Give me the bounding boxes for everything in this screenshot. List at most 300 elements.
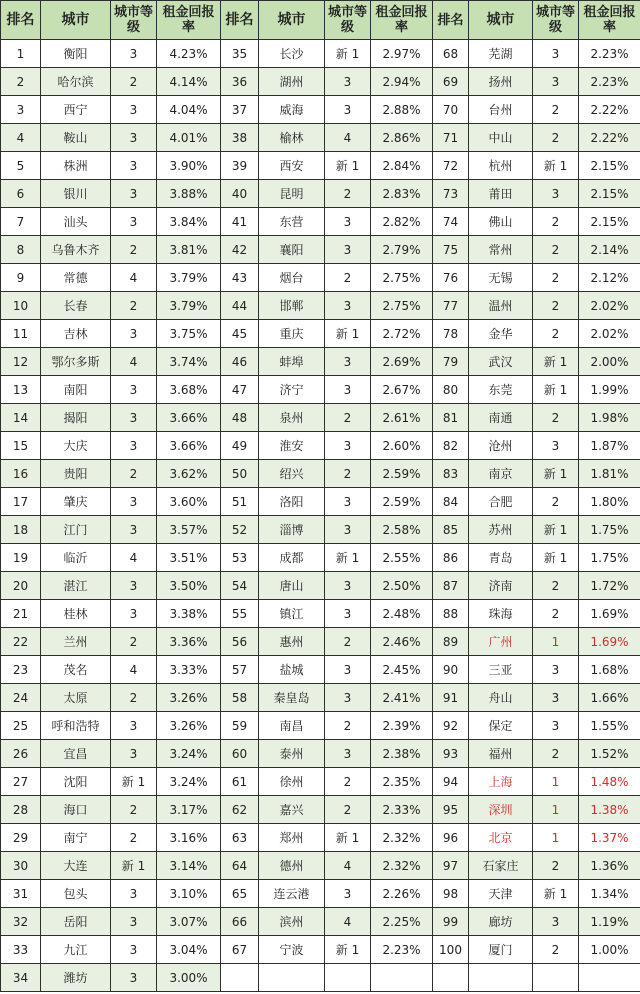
- cell-rank: 97: [433, 852, 469, 880]
- cell-yield: 2.32%: [371, 824, 433, 852]
- cell-city: 乌鲁木齐: [41, 236, 111, 264]
- cell-city: 济南: [469, 572, 533, 600]
- cell-city: 宜昌: [41, 740, 111, 768]
- cell-rank: 73: [433, 180, 469, 208]
- header-tier: 城市等级: [325, 1, 371, 40]
- cell-city: 太原: [41, 684, 111, 712]
- table-row: [1, 96, 640, 124]
- cell-tier: 3: [111, 712, 157, 740]
- table-row: [1, 40, 640, 68]
- cell-rank: 96: [433, 824, 469, 852]
- cell-city: 呼和浩特: [41, 712, 111, 740]
- cell-rank: 42: [221, 236, 259, 264]
- cell-tier: 3: [111, 908, 157, 936]
- cell-rank: 9: [1, 264, 41, 292]
- cell-tier: 1: [533, 768, 579, 796]
- cell-yield: 2.86%: [371, 124, 433, 152]
- cell-city: 榆林: [259, 124, 325, 152]
- cell-tier: 3: [111, 96, 157, 124]
- cell-rank: 19: [1, 544, 41, 572]
- cell-rank: 48: [221, 404, 259, 432]
- cell-city: 湖州: [259, 68, 325, 96]
- cell-tier: 4: [111, 656, 157, 684]
- cell-yield: 2.50%: [371, 572, 433, 600]
- cell-yield: 2.23%: [371, 936, 433, 964]
- cell-yield: 2.23%: [579, 40, 640, 68]
- cell-rank: 72: [433, 152, 469, 180]
- cell-rank: 66: [221, 908, 259, 936]
- cell-city: 东营: [259, 208, 325, 236]
- cell-tier: 4: [325, 124, 371, 152]
- cell-rank: 35: [221, 40, 259, 68]
- cell-city: 杭州: [469, 152, 533, 180]
- cell-tier: 新 1: [325, 152, 371, 180]
- table-row: [1, 180, 640, 208]
- cell-tier: 新 1: [325, 824, 371, 852]
- cell-rank: 84: [433, 488, 469, 516]
- cell-yield: 2.58%: [371, 516, 433, 544]
- cell-yield: 2.88%: [371, 96, 433, 124]
- cell-city: 滨州: [259, 908, 325, 936]
- cell-city: 德州: [259, 852, 325, 880]
- table-row: [1, 824, 640, 852]
- cell-city: 汕头: [41, 208, 111, 236]
- cell-tier: 3: [111, 880, 157, 908]
- cell-tier: 2: [533, 740, 579, 768]
- cell-tier: 3: [533, 40, 579, 68]
- cell-yield: 1.38%: [579, 796, 640, 824]
- cell-rank: 86: [433, 544, 469, 572]
- table-row: [1, 712, 640, 740]
- cell-tier: 2: [533, 208, 579, 236]
- cell-rank: 31: [1, 880, 41, 908]
- cell-city: 包头: [41, 880, 111, 908]
- cell-city: 济宁: [259, 376, 325, 404]
- cell-yield: 2.59%: [371, 488, 433, 516]
- cell-tier: 2: [325, 768, 371, 796]
- table-row: [1, 656, 640, 684]
- cell-rank: 20: [1, 572, 41, 600]
- cell-yield: 1.81%: [579, 460, 640, 488]
- cell-tier: 新 1: [111, 852, 157, 880]
- cell-tier: 3: [325, 656, 371, 684]
- cell-yield: 2.32%: [371, 852, 433, 880]
- cell-rank: 5: [1, 152, 41, 180]
- cell-city: 南阳: [41, 376, 111, 404]
- cell-yield: 3.26%: [157, 684, 221, 712]
- cell-city: 哈尔滨: [41, 68, 111, 96]
- cell-city: 淮安: [259, 432, 325, 460]
- cell-yield: 3.88%: [157, 180, 221, 208]
- cell-yield: 4.01%: [157, 124, 221, 152]
- cell-yield: 2.41%: [371, 684, 433, 712]
- cell-rank: 85: [433, 516, 469, 544]
- cell-yield: 3.81%: [157, 236, 221, 264]
- cell-rank: 30: [1, 852, 41, 880]
- cell-yield: 2.67%: [371, 376, 433, 404]
- cell-rank: 52: [221, 516, 259, 544]
- cell-tier: 新 1: [533, 516, 579, 544]
- cell-city: 南通: [469, 404, 533, 432]
- cell-tier: 2: [325, 180, 371, 208]
- cell-rank: 90: [433, 656, 469, 684]
- table-row: [1, 936, 640, 964]
- cell-tier: 新 1: [533, 460, 579, 488]
- cell-yield: 2.46%: [371, 628, 433, 656]
- cell-tier: 3: [325, 236, 371, 264]
- cell-city: 九江: [41, 936, 111, 964]
- cell-tier: 3: [533, 68, 579, 96]
- cell-tier: 3: [111, 600, 157, 628]
- cell-yield: 3.24%: [157, 768, 221, 796]
- cell-tier: 4: [325, 852, 371, 880]
- cell-rank: 16: [1, 460, 41, 488]
- table-row: [1, 432, 640, 460]
- cell-yield: 2.26%: [371, 880, 433, 908]
- cell-yield: 3.66%: [157, 432, 221, 460]
- cell-city: 连云港: [259, 880, 325, 908]
- cell-city: 厦门: [469, 936, 533, 964]
- cell-yield: 2.97%: [371, 40, 433, 68]
- cell-city: 金华: [469, 320, 533, 348]
- cell-rank: 98: [433, 880, 469, 908]
- cell-tier: 新 1: [533, 152, 579, 180]
- cell-yield: 4.23%: [157, 40, 221, 68]
- table-row: [1, 740, 640, 768]
- cell-tier: 2: [325, 460, 371, 488]
- cell-rank: 80: [433, 376, 469, 404]
- cell-city: 湛江: [41, 572, 111, 600]
- cell-rank: 46: [221, 348, 259, 376]
- cell-rank: 91: [433, 684, 469, 712]
- cell-rank: 75: [433, 236, 469, 264]
- cell-tier: 3: [111, 124, 157, 152]
- cell-yield: 4.04%: [157, 96, 221, 124]
- cell-tier: 3: [325, 376, 371, 404]
- cell-rank: 89: [433, 628, 469, 656]
- cell-tier: 2: [111, 68, 157, 96]
- cell-tier: 2: [533, 600, 579, 628]
- cell-rank: 81: [433, 404, 469, 432]
- cell-rank: 94: [433, 768, 469, 796]
- cell-yield: 2.45%: [371, 656, 433, 684]
- cell-city: 兰州: [41, 628, 111, 656]
- cell-yield: 3.38%: [157, 600, 221, 628]
- cell-tier: 3: [325, 208, 371, 236]
- cell-yield: 3.66%: [157, 404, 221, 432]
- cell-city: 鄂尔多斯: [41, 348, 111, 376]
- cell-rank: 26: [1, 740, 41, 768]
- cell-tier: 3: [325, 880, 371, 908]
- cell-rank: 17: [1, 488, 41, 516]
- cell-rank: 87: [433, 572, 469, 600]
- cell-yield: 1.75%: [579, 516, 640, 544]
- cell-city: 青岛: [469, 544, 533, 572]
- cell-tier: 3: [325, 740, 371, 768]
- cell-tier: 4: [111, 264, 157, 292]
- cell-tier: 新 1: [533, 880, 579, 908]
- cell-tier: 1: [533, 824, 579, 852]
- cell-city: 保定: [469, 712, 533, 740]
- cell-yield: 3.84%: [157, 208, 221, 236]
- cell-yield: 3.36%: [157, 628, 221, 656]
- cell-tier: 2: [325, 404, 371, 432]
- cell-rank: 21: [1, 600, 41, 628]
- cell-city: 蚌埠: [259, 348, 325, 376]
- cell-rank: 25: [1, 712, 41, 740]
- cell-rank: 78: [433, 320, 469, 348]
- table-row: [1, 880, 640, 908]
- cell-yield: 1.55%: [579, 712, 640, 740]
- cell-tier: 4: [111, 348, 157, 376]
- cell-rank: 2: [1, 68, 41, 96]
- cell-yield: 1.66%: [579, 684, 640, 712]
- cell-yield: 3.90%: [157, 152, 221, 180]
- cell-yield: 4.14%: [157, 68, 221, 96]
- cell-rank: 99: [433, 908, 469, 936]
- cell-rank: 33: [1, 936, 41, 964]
- cell-tier: 2: [533, 488, 579, 516]
- cell-tier: [325, 964, 371, 992]
- cell-tier: 2: [533, 936, 579, 964]
- cell-city: 长沙: [259, 40, 325, 68]
- cell-rank: 64: [221, 852, 259, 880]
- cell-tier: 3: [111, 180, 157, 208]
- cell-city: 秦皇岛: [259, 684, 325, 712]
- cell-tier: 新 1: [533, 348, 579, 376]
- cell-yield: 2.61%: [371, 404, 433, 432]
- cell-city: 潍坊: [41, 964, 111, 992]
- cell-tier: 2: [533, 236, 579, 264]
- cell-yield: 3.62%: [157, 460, 221, 488]
- header-rank: 排名: [433, 1, 469, 40]
- cell-rank: 92: [433, 712, 469, 740]
- cell-yield: 3.74%: [157, 348, 221, 376]
- cell-yield: 1.87%: [579, 432, 640, 460]
- cell-yield: 2.79%: [371, 236, 433, 264]
- cell-rank: 95: [433, 796, 469, 824]
- cell-tier: 2: [325, 712, 371, 740]
- cell-rank: 3: [1, 96, 41, 124]
- cell-city: 郑州: [259, 824, 325, 852]
- cell-rank: 59: [221, 712, 259, 740]
- cell-tier: 2: [533, 264, 579, 292]
- cell-rank: 67: [221, 936, 259, 964]
- cell-city: 泰州: [259, 740, 325, 768]
- cell-city: 江门: [41, 516, 111, 544]
- cell-yield: [579, 964, 640, 992]
- cell-city: 绍兴: [259, 460, 325, 488]
- cell-city: 温州: [469, 292, 533, 320]
- cell-city: 沈阳: [41, 768, 111, 796]
- cell-tier: 3: [325, 292, 371, 320]
- cell-yield: 1.68%: [579, 656, 640, 684]
- cell-city: 广州: [469, 628, 533, 656]
- cell-tier: 2: [111, 796, 157, 824]
- cell-rank: 7: [1, 208, 41, 236]
- cell-rank: 100: [433, 936, 469, 964]
- cell-rank: 61: [221, 768, 259, 796]
- cell-tier: 2: [111, 824, 157, 852]
- table-row: [1, 852, 640, 880]
- cell-rank: 47: [221, 376, 259, 404]
- table-row: [1, 488, 640, 516]
- cell-tier: 3: [111, 320, 157, 348]
- cell-rank: 74: [433, 208, 469, 236]
- cell-tier: 3: [533, 656, 579, 684]
- cell-city: 沧州: [469, 432, 533, 460]
- cell-city: 桂林: [41, 600, 111, 628]
- cell-rank: 15: [1, 432, 41, 460]
- cell-city: 南京: [469, 460, 533, 488]
- cell-tier: 3: [533, 684, 579, 712]
- header-city: 城市: [41, 1, 111, 40]
- cell-city: 昆明: [259, 180, 325, 208]
- cell-yield: 3.14%: [157, 852, 221, 880]
- cell-tier: 4: [111, 544, 157, 572]
- cell-tier: 2: [325, 628, 371, 656]
- cell-rank: 57: [221, 656, 259, 684]
- cell-city: 佛山: [469, 208, 533, 236]
- cell-yield: 2.60%: [371, 432, 433, 460]
- cell-tier: 新 1: [111, 768, 157, 796]
- cell-tier: 3: [111, 964, 157, 992]
- cell-rank: 1: [1, 40, 41, 68]
- cell-city: 襄阳: [259, 236, 325, 264]
- table-row: [1, 544, 640, 572]
- cell-city: 廊坊: [469, 908, 533, 936]
- cell-rank: 13: [1, 376, 41, 404]
- cell-city: 珠海: [469, 600, 533, 628]
- cell-tier: 3: [111, 376, 157, 404]
- cell-tier: 3: [325, 684, 371, 712]
- cell-rank: 34: [1, 964, 41, 992]
- cell-yield: 2.55%: [371, 544, 433, 572]
- cell-rank: 58: [221, 684, 259, 712]
- cell-city: 宁波: [259, 936, 325, 964]
- cell-yield: 3.00%: [157, 964, 221, 992]
- cell-yield: 1.75%: [579, 544, 640, 572]
- cell-city: 台州: [469, 96, 533, 124]
- cell-yield: 1.19%: [579, 908, 640, 936]
- header-rank: 排名: [1, 1, 41, 40]
- cell-yield: 2.25%: [371, 908, 433, 936]
- cell-city: 泉州: [259, 404, 325, 432]
- cell-tier: 1: [533, 628, 579, 656]
- cell-tier: 3: [325, 432, 371, 460]
- table-row: [1, 124, 640, 152]
- header-rank: 排名: [221, 1, 259, 40]
- cell-tier: 3: [325, 488, 371, 516]
- cell-city: 天津: [469, 880, 533, 908]
- cell-yield: 2.39%: [371, 712, 433, 740]
- cell-rank: 69: [433, 68, 469, 96]
- header-yield: 租金回报率: [579, 1, 640, 40]
- cell-tier: 新 1: [533, 376, 579, 404]
- cell-city: 邯郸: [259, 292, 325, 320]
- cell-yield: 2.48%: [371, 600, 433, 628]
- table-row: [1, 404, 640, 432]
- cell-yield: 2.14%: [579, 236, 640, 264]
- cell-yield: 1.99%: [579, 376, 640, 404]
- cell-yield: 2.15%: [579, 208, 640, 236]
- cell-city: 舟山: [469, 684, 533, 712]
- cell-rank: 29: [1, 824, 41, 852]
- cell-rank: 27: [1, 768, 41, 796]
- cell-rank: 93: [433, 740, 469, 768]
- cell-rank: 63: [221, 824, 259, 852]
- cell-city: 合肥: [469, 488, 533, 516]
- cell-rank: 82: [433, 432, 469, 460]
- cell-yield: 2.83%: [371, 180, 433, 208]
- cell-rank: 10: [1, 292, 41, 320]
- cell-yield: 3.57%: [157, 516, 221, 544]
- cell-rank: 79: [433, 348, 469, 376]
- cell-yield: 2.72%: [371, 320, 433, 348]
- cell-rank: 40: [221, 180, 259, 208]
- cell-rank: 12: [1, 348, 41, 376]
- cell-rank: 65: [221, 880, 259, 908]
- cell-rank: 14: [1, 404, 41, 432]
- table-row: [1, 516, 640, 544]
- cell-yield: 3.79%: [157, 264, 221, 292]
- cell-city: 石家庄: [469, 852, 533, 880]
- cell-rank: 53: [221, 544, 259, 572]
- cell-tier: 2: [533, 572, 579, 600]
- cell-tier: 3: [111, 516, 157, 544]
- cell-rank: 11: [1, 320, 41, 348]
- cell-yield: 1.36%: [579, 852, 640, 880]
- table-row: [1, 684, 640, 712]
- cell-tier: 2: [111, 628, 157, 656]
- cell-tier: 3: [325, 516, 371, 544]
- header-yield: 租金回报率: [371, 1, 433, 40]
- cell-rank: 8: [1, 236, 41, 264]
- header-yield: 租金回报率: [157, 1, 221, 40]
- cell-tier: 3: [111, 488, 157, 516]
- cell-rank: 28: [1, 796, 41, 824]
- cell-city: 镇江: [259, 600, 325, 628]
- cell-city: 淄博: [259, 516, 325, 544]
- cell-city: 西宁: [41, 96, 111, 124]
- cell-city: 衡阳: [41, 40, 111, 68]
- cell-yield: 2.15%: [579, 180, 640, 208]
- cell-city: [259, 964, 325, 992]
- cell-rank: 49: [221, 432, 259, 460]
- cell-tier: 新 1: [533, 544, 579, 572]
- cell-tier: 3: [111, 572, 157, 600]
- cell-tier: 2: [111, 236, 157, 264]
- cell-yield: 2.35%: [371, 768, 433, 796]
- cell-yield: 3.68%: [157, 376, 221, 404]
- cell-yield: [371, 964, 433, 992]
- cell-yield: 3.16%: [157, 824, 221, 852]
- cell-tier: 3: [325, 600, 371, 628]
- cell-tier: 新 1: [325, 320, 371, 348]
- cell-rank: 88: [433, 600, 469, 628]
- cell-rank: 51: [221, 488, 259, 516]
- cell-tier: 3: [533, 180, 579, 208]
- cell-city: 贵阳: [41, 460, 111, 488]
- cell-yield: 2.02%: [579, 320, 640, 348]
- cell-city: 无锡: [469, 264, 533, 292]
- cell-city: 嘉兴: [259, 796, 325, 824]
- cell-city: 芜湖: [469, 40, 533, 68]
- table-row: [1, 208, 640, 236]
- cell-rank: 18: [1, 516, 41, 544]
- cell-city: 深圳: [469, 796, 533, 824]
- table-row: [1, 292, 640, 320]
